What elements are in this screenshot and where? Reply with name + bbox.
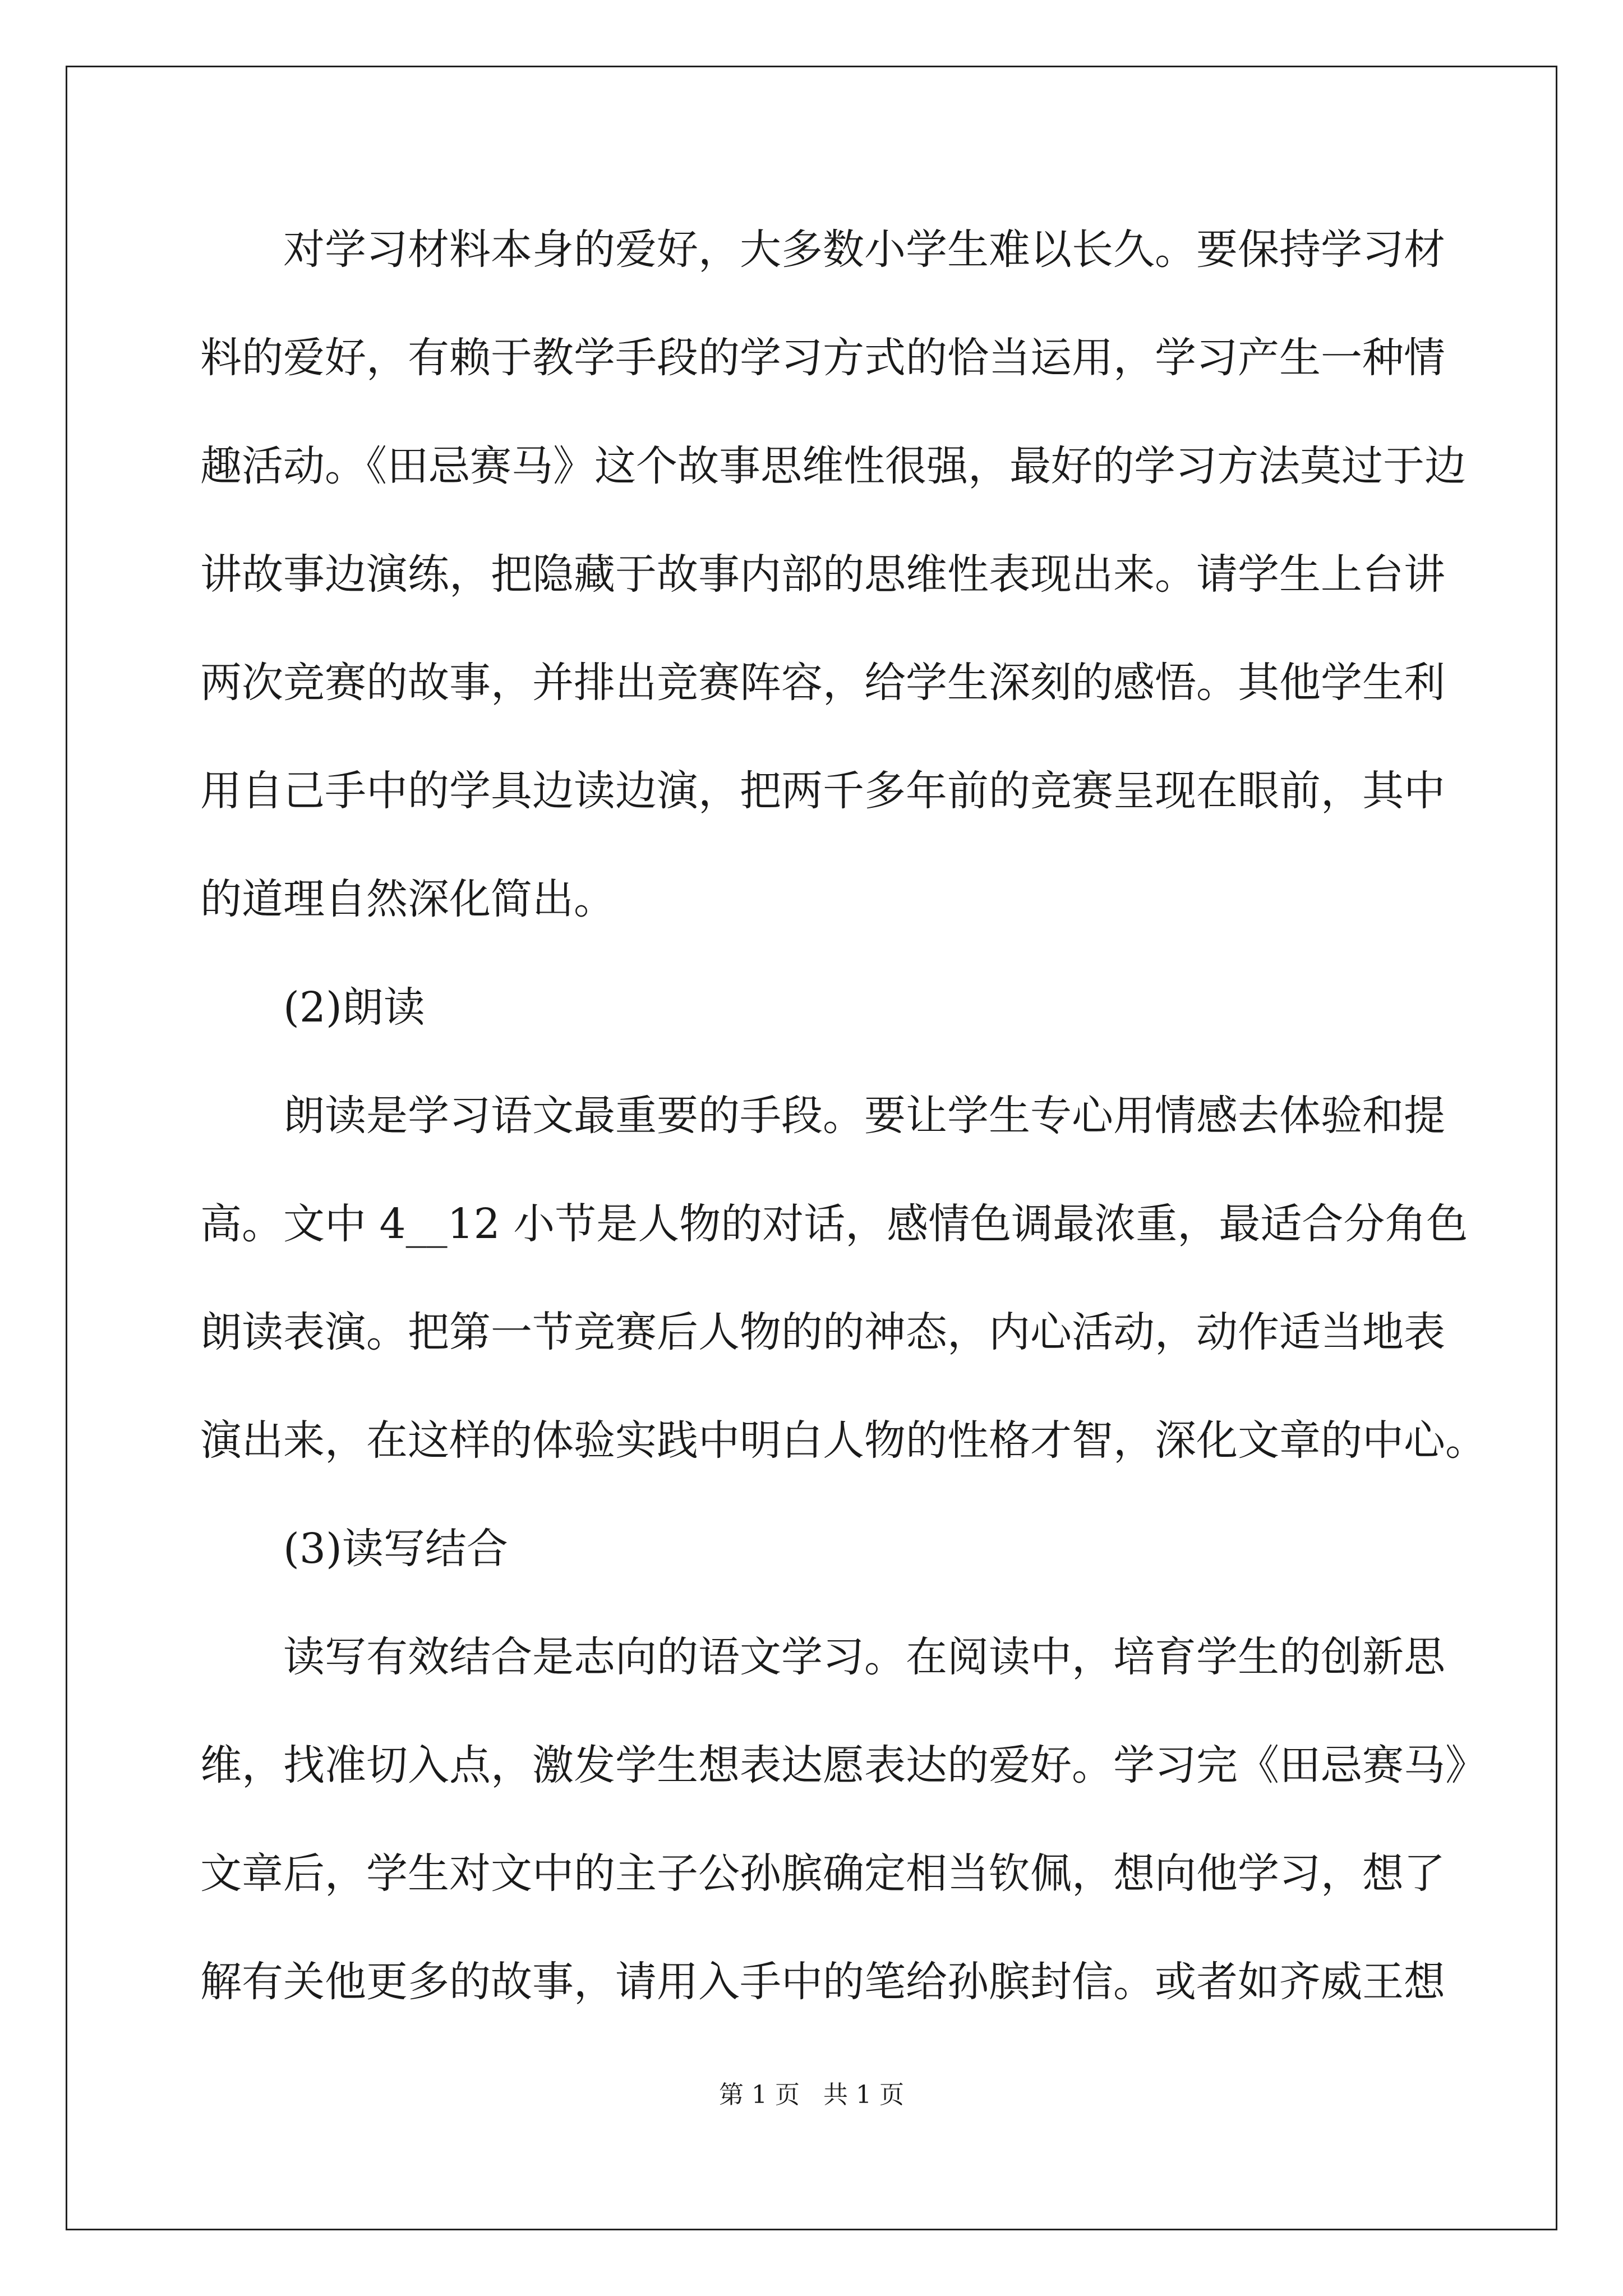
page-border <box>66 66 1557 2230</box>
paragraph-3-line-2: 维，找准切入点，激发学生想表达愿表达的爱好。学习完《田忌赛马》 <box>200 1741 1487 1789</box>
page-number-footer: 第 1 页 共 1 页 <box>719 2081 904 2109</box>
paragraph-1-line-5: 两次竞赛的故事，并排出竞赛阵容，给学生深刻的感悟。其他学生利 <box>200 659 1445 707</box>
paragraph-3-line-1: 读写有效结合是志向的语文学习。在阅读中，培育学生的创新思 <box>283 1633 1445 1681</box>
paragraph-3-line-4: 解有关他更多的故事，请用入手中的笔给孙膑封信。或者如齐威王想 <box>200 1958 1445 2006</box>
paragraph-2-line-2: 高。文中 4__12 小节是人物的对话，感情色调最浓重，最适合分角色 <box>200 1200 1468 1248</box>
paragraph-2-line-1: 朗读是学习语文最重要的手段。要让学生专心用情感去体验和提 <box>283 1092 1445 1140</box>
paragraph-1-line-2: 料的爱好，有赖于教学手段的学习方式的恰当运用，学习产生一种情 <box>200 334 1445 382</box>
paragraph-2-line-3: 朗读表演。把第一节竞赛后人物的的神态，内心活动，动作适当地表 <box>200 1308 1445 1356</box>
paragraph-1-line-1: 对学习材料本身的爱好，大多数小学生难以长久。要保持学习材 <box>283 226 1445 274</box>
paragraph-1-line-6: 用自己手中的学具边读边演，把两千多年前的竞赛呈现在眼前，其中 <box>200 767 1445 815</box>
paragraph-3-line-3: 文章后，学生对文中的主子公孙膑确定相当钦佩，想向他学习，想了 <box>200 1849 1445 1898</box>
section-heading-reading-aloud: (2)朗读 <box>283 983 425 1032</box>
paragraph-1-line-3: 趣活动。《田忌赛马》这个故事思维性很强，最好的学习方法莫过于边 <box>200 442 1466 490</box>
paragraph-1-line-4: 讲故事边演练，把隐藏于故事内部的思维性表现出来。请学生上台讲 <box>200 550 1445 599</box>
paragraph-2-line-4: 演出来，在这样的体验实践中明白人物的性格才智，深化文章的中心。 <box>200 1416 1487 1465</box>
paragraph-1-line-7: 的道理自然深化简出。 <box>200 875 615 923</box>
section-heading-reading-writing: (3)读写结合 <box>283 1525 508 1573</box>
